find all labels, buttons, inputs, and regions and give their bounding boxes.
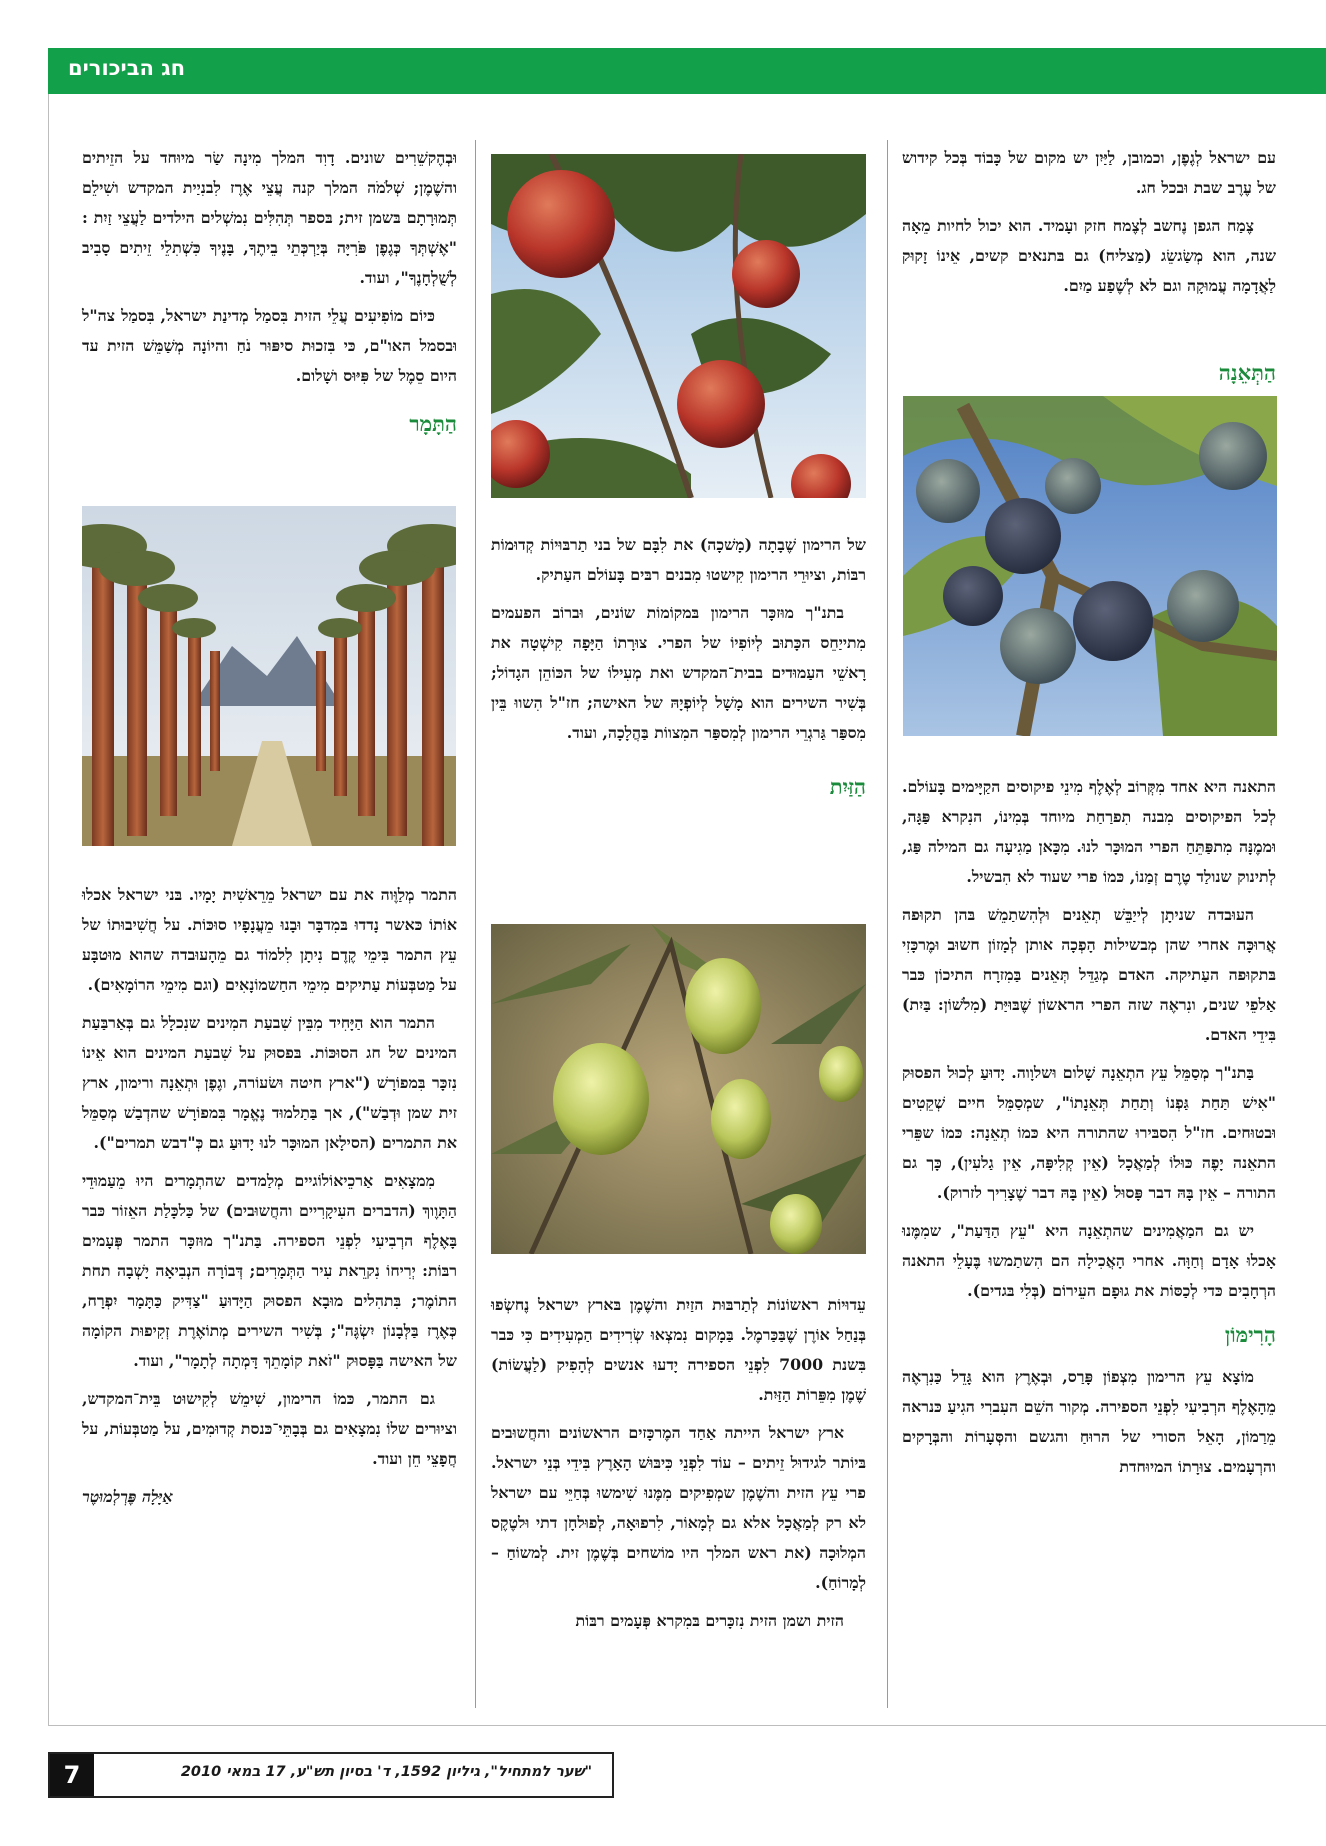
right-column — [902, 143, 1276, 309]
paragraph: עֵדוּיוֹת ראשוֹנוֹת לְתַרבּוּת הזַיִת והשֶׁמֶן בּארץ ישראל נֶחשְׂפוּ בְּנַחַל אוֹרֶן שֶׁבַּכַּרמֶל. בַּמָקום נִמצְאוּ שְׂרִידִים הַמְעִידִים כִּי כּבר בִּשנת 7000 לִפְנֵי הספירה יָדעוּ אנשים לְהָפִיק (לַעֲשׂוֹת) שֶׁמֶן מִפֵּרוֹת הַזַּיִת. — [491, 1295, 866, 1404]
paragraph: עם ישראל לְגֶפֶן, וכמובן, לַיַּיִן יש מקום של כָּבוֹד בְּכל קידוש של עֶרֶב שבת וּבכל חג. — [902, 148, 1276, 197]
publication-info: "שער למתחיל", גיליון 1592, ד' בסיון תש"ע, 17 במאי 2010 — [180, 1764, 592, 1780]
date-palm-photo — [82, 506, 456, 846]
paragraph: כּיוֹם מוֹפִיעִים עֲלֵי הזית בִּסמַל מְדינַת ישראל, בִּסמַל צה"ל וּבסמל האו"ם, כּי בִּזכוּת סיפּוּר נֹחַ והיוֹנָה מְשַׁמֵּשׁ הזית עד היום סֵמֶל של פִּיּוּס ושָׁלום. — [82, 306, 457, 385]
paragraph: של הרימון שֶׁבָתָה (מָשׁכָה) את לִבָּם של בני תַרבּוּיוֹת קְדוּמוֹת רבּוֹת, וציוּרֵי הרימון קִישטוּ מִבנים רבּים בָּעוֹלם העַתיק. — [491, 535, 866, 584]
paragraph: העוּבדה שניתָן לְייַבֵּשׁ תְאֵנים וּלְהִשתַמֵשׁ בּהן תקוּפה אֲרוּכָּה אחרי שהן מְבשילות הָפְכָה אותן לְמָזוֹן חשוּב וּמֶרכָּזִי בּתקוּפה העַתיקה. האדם מְגַדֵּל תְּאֵנים בַּמִזרָח התיכוֹן כּבר אַלפֵי שנים, ונִראֶה שזה הפרי הראשוֹן שֶׁבּוּיַּת (מִלשׁוֹן: בַּיִת) בִּידֵי האדם. — [902, 905, 1276, 1044]
date-heading: הַתָּמָר — [409, 411, 457, 436]
page-number: 7 — [50, 1754, 94, 1796]
paragraph: גם התמר, כּמוֹ הרימון, שִׁימֵשׁ לְקִישוּט בֵּית־המקדש, וציוּרים שלוֹ נִמצָאִים גם בְּבָתֵּי־כּנסת קְדוּמִים, על מַטבְּעוֹת, על חֲפָצֵי חֵן ועוד. — [82, 1389, 457, 1468]
middle-column-pomegranate-text — [491, 530, 866, 814]
section-header — [48, 48, 1326, 94]
right-column-fig-heading — [902, 344, 1276, 400]
pomegranate-heading: הָרִימּוֹן — [1224, 1322, 1276, 1347]
left-column-olive-text — [82, 143, 457, 451]
paragraph: וּבְהֶקשֵׁרִים שונים. דָוִד המלך מִינָה שַׂר מיוּחד על הזֵיתים והשֶׁמֶן; שְׁלֹמֹה המלך קנה עֲצֵי אֶרֶז לִבנִיַית המקדש ושִׁילֵם תְּמוּרָתָם בּשמן זית; בּספר תְּהִלִּים נִמשְׁלים הילדים לַעֲצֵי זַיִת : "אֶשְׁתְּךָ כְּגֶפֶן פֹּרִיָּה בְּיַרְכְּתֵי בֵיתֶךָ, בָּנֶיךָ כִּשְׁתִלֵי זֵיתִים סָבִיב לְשֻׁלְחָנֶךָ", ועוד. — [82, 148, 457, 287]
page-footer — [48, 1752, 614, 1798]
fig-photo — [903, 396, 1277, 736]
paragraph: התמר מְלַוֶּוה את עם ישראל מֵרֵאשִׁית יָמָיו. בּני ישראל אכלוּ אוֹתוֹ כּאשר נָדדוּ בּמִדבָּר וּבָנוּ מֵעֲנָפָיו סוּכּוֹת. על חֲשִׁיבוּתוֹ של עֵץ התמר בִּימֵי קֶדֶם נִיתָן לִלמוֹד גם מֵהָעוּבדה שהוא מוּטבָּע על מַטבְּעוֹת עַתיקים מִימֵי החַשמוֹנָאִים (וגם מִימֵי הרוֹמָאִים). — [82, 885, 457, 994]
paragraph: הזית ושמן הזית נִזכָּרים בּמִקרא פְּעָמים רבּוֹת — [575, 1611, 844, 1630]
paragraph: צֶמַח הגפן נֶחשב לְצֶמח חזק ועָמיד. הוא יכול לחיות מֵאָה שנה, הוא מְשַׂגשֵׂג (מַצליח) גם בּתנאים קשים, אֵינוֹ זָקוּק לַאֲדָמָה עֲמוּקָה וגם לא לְשֶׁפַע מַיִם. — [902, 216, 1276, 295]
paragraph: יש גם המַאֲמִינים שהתְאֵנָה היא "עֵץ הַדַּעַת", שמִמֶּנוּ אָכלוּ אָדָם וְחַוָּה. אחרי הָאֲכִילָה הם הִשתַמשוּ בֶּעָלֵי התאנה הרְחָבִים כּדי לְכַסּוֹת את גוּפָם העֵירוֹם (בְּלִי בּגדים). — [902, 1221, 1276, 1300]
section-title: חג הביכורים — [68, 56, 186, 80]
author-signature: אַיָּלָה פֶּרְלְמוּטֶר — [82, 1487, 173, 1506]
right-column-fig-text — [902, 772, 1276, 1490]
paragraph: בַּתנ"ך מְסַמֵּל עֵץ התְאֵנָה שָׁלום וּשלוָוה. יָדוּעַ לְכוּל הפסוּק "אִישׁ תַּחַת גַּפְנוֹ וְתַחַת תְּאֵנָתוֹ", שמְסַמֵּל חיים שְׁקֵטִים וּבטוּחים. חז"ל הִסבּירוּ שהתורה היא כּמוֹ תְאֵנָה: כּמוֹ שפֵּרי התאֵנה יָפֶה כּוּלוֹ לְמַאֲכָל (אֵין קְלִיפָּה, אֵין גַלעִין), כָּך גם התורה – אֵין בָּהּ דבר פָּסוּל (אֵין בָּהּ דבר שֶׁצָרִיך לזרוק). — [902, 1063, 1276, 1202]
paragraph: מִמצָאִים אַרכֵיאוֹלוֹגיים מְלַמדים שהתְמָרים היוּ מֵעַמוּדֵי הַתָּוֶוךְ (הדברים העִיקָרִיים והחֲשוּבים) של כַּלכָּלַת האֵזוֹר כּבר בָּאֶלֶף הרְבִיעִי לִפְנֵי הספירה. בַּתנ"ך מוּזכָּר התמר פְּעָמים רבּוֹת: יְרִיחוֹ נִקרֵאת עִיר הַתְּמָרִים; דְּבוֹרָה הנְבִיאָה יָשְׁבָה תחת התוֹמֶר; בִּתהִלים מוּבָא הפסוּק הַיָּדוּעַ "צַדִּיק כַּתָּמָר יִפְרָח, כְּאֶרֶז בַּלְּבָנוֹן יִשְׂגֶּה"; בְּשִׁיר השירים מְתוֹאֶרֶת זְקִיפוּת הקוֹמָה של האישה בַּפָּסוּק "זֹאת קוֹמָתֵךְ דָּמְתָה לְתָמָר", ועוד. — [82, 1171, 457, 1370]
paragraph: ארץ ישראל הייתה אַחַד המֶרכָּזים הראשוֹנים והחֲשוּבים בּיוֹתר לגידוּל זֵיתים – עוֹד לִפְנֵי כִּיבּוּשׁ הָאָרֶץ בִּידֵי בְּנֵי ישראל. פרי עֵץ הזית והשֶׁמֶן שמְפִיקים מִמֶּנוּ שִׁימשוּ בְּחַיֵּי עם ישראל לא רק לְמַאֲכָל אלא גם לְמָאוֹר, לִרפוּאָה, לְפוּלחָן דתי וּלטֶקֶס המְלוּכָה (את ראש המלך היו מוֹשחים בְּשֶׁמֶן זית. לְמשוֹחַ – לְמָרוֹחַ). — [491, 1423, 866, 1592]
olive-heading: הַזַּיִת — [829, 774, 866, 799]
middle-column-olive-text — [491, 1290, 866, 1644]
olive-photo — [491, 924, 866, 1254]
pomegranate-photo — [491, 154, 866, 498]
fig-heading: הַתְּאֵנָה — [1218, 360, 1276, 385]
paragraph: מוֹצָא עֵץ הרימון מִצְפוֹן פָּרַס, וּבְאֶרֶץ הוא גָּדֵל כַּנִרְאֶה מֵהָאֶלֶף הרְבִיעִי לִפְנֵי הספירה. מְקור השֵׁם העִברִי הגִיעַ כּנראה מֵרַמוֹן, הָאֵל הסורי של הרוּחַ והגשם והסְּעָרוֹת והבְּרָקים והרְעָמים. צוּרָתוֹ המיוּחדת — [902, 1367, 1276, 1476]
paragraph: התאנה היא אחד מִקְּרוֹב לְאֶלֶף מִינֵי פיקוסים הקַיָּימים בָּעוֹלם. לְכל הפיקוסים מִבנה תִפרַחַת מיוחד בְּמִינוֹ, הנִקרא פַּגָּה, וּממֶנָּה מִתפַּתֵּחַ הפרי המוּכָּר לנוּ. מִכָּאן מַגִיעָה גם המילה פַּג, לְתינוק שנולַד טֶרֶם זְמַנוֹ, כּמוֹ פרי שעוד לא הִבשיל. — [902, 777, 1276, 886]
column-divider-left — [475, 140, 476, 1708]
left-column-date-text — [82, 880, 457, 1520]
paragraph: בתנ"ך מוּזכָּר הרימון בּמקוֹמוֹת שוֹנים, וּברוֹב הפעמים מִתייַחֵס הכָּתוּב לְיוֹפִיוֹ של הפרי. צוּרָתוֹ הַיָּפָה קִישְׁטָה את רָאשֵׁי העַמוּדים בבית־המקדש ואת מְעִילוֹ של הכּוֹהֵן הגָדוֹל; בְּשִׁיר השירים הוא מָשָׁל לְיוֹפְיָהּ של האישה; חז"ל הִשווּ בֵּין מִספַּר גַּרגְרֵי הרימון לְמִספַּר המִצווֹת בַּהֲלָכָה, ועוד. — [491, 603, 866, 742]
column-divider-right — [887, 140, 888, 1708]
paragraph: התמר הוא הַיָּחִיד מִבֵּין שִׁבעַת המִינים שנִכלָל גם בְּאַרבַּעַת המינים של חג הסוּכּוֹת. בּפסוּק על שִׁבעַת המינים הוא אֵינוֹ נִזכָּר בִּמפוֹרָשׁ ("ארץ חיטה וּשׂעוֹרה, וגֶפֶן וּתְאֵנָה ורימון, ארץ זית שמן וּדְבַשׁ"), אך בַּתַלמוּד נֶאֱמָר בִּמפוֹרָשׁ שהדְבַשׁ מְסַמֵּל את התמרים (הסילָאן המוּכָּר לנוּ יָדוּעַ גם כְּ"דבש תמרים"). — [82, 1013, 457, 1152]
